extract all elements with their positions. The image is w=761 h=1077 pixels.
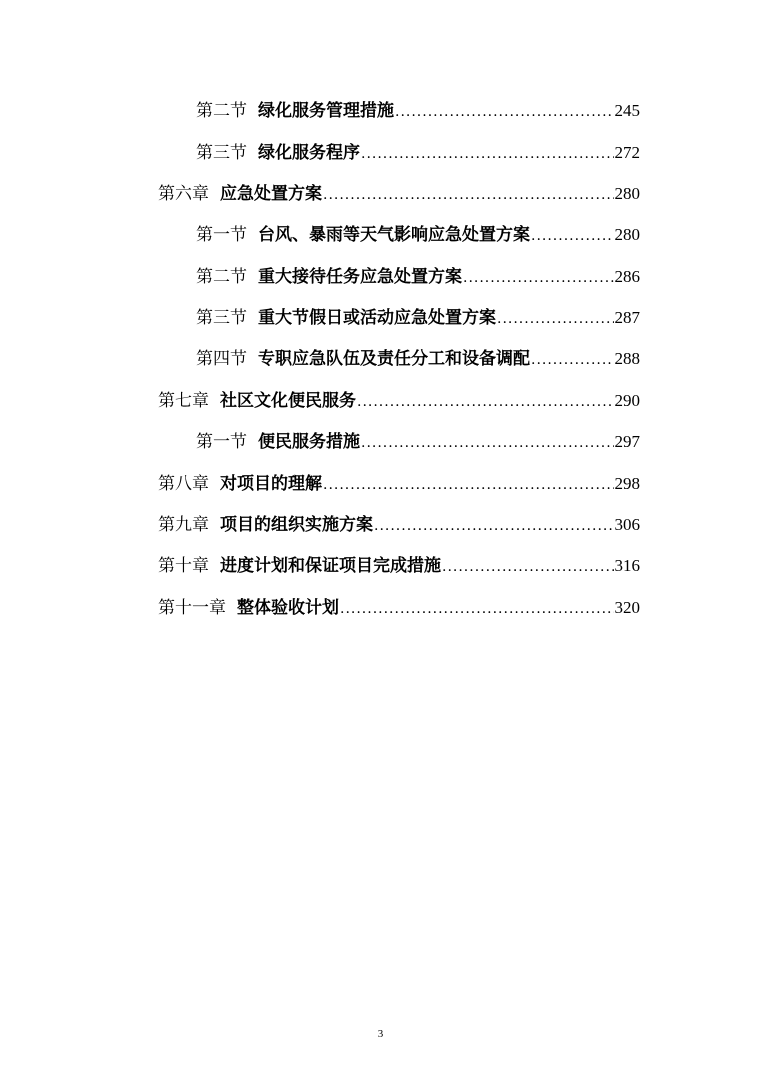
toc-entry[interactable] <box>196 429 640 453</box>
toc-entry-title: 项目的组织实施方案 <box>220 515 373 535</box>
toc-entry-prefix: 第二节 <box>196 101 247 121</box>
toc-entry-prefix: 第九章 <box>158 515 209 535</box>
toc-leader-dots <box>442 557 614 577</box>
toc-entry-title: 进度计划和保证项目完成措施 <box>220 556 441 576</box>
toc-leader-dots <box>463 268 614 288</box>
toc-entry-page: 288 <box>614 349 640 368</box>
toc-entry-page: 280 <box>614 225 640 244</box>
toc-leader-dots <box>395 102 614 122</box>
toc-entry-page: 245 <box>614 101 640 120</box>
toc-entry-page: 272 <box>614 143 640 162</box>
toc-entry-title: 重大节假日或活动应急处置方案 <box>258 308 496 328</box>
toc-entry[interactable] <box>196 140 640 164</box>
toc-leader-dots <box>531 350 614 370</box>
toc-entry-page: 320 <box>614 598 640 617</box>
toc-entry[interactable] <box>158 471 640 495</box>
toc-leader-dots <box>323 185 614 205</box>
toc-entry-title: 台风、暴雨等天气影响应急处置方案 <box>258 225 530 245</box>
toc-entry-page: 290 <box>614 391 640 410</box>
toc-entry-page: 298 <box>614 474 640 493</box>
toc-entry-prefix: 第十一章 <box>158 598 226 618</box>
toc-leader-dots <box>357 392 614 412</box>
toc-leader-dots <box>497 309 614 329</box>
toc-entry-title: 绿化服务管理措施 <box>258 101 394 121</box>
toc-entry-title: 重大接待任务应急处置方案 <box>258 267 462 287</box>
toc-entry-page: 280 <box>614 184 640 203</box>
toc-leader-dots <box>340 599 614 619</box>
toc-entry-title: 便民服务措施 <box>258 432 360 452</box>
page-number-footer: 3 <box>377 1028 384 1040</box>
toc-leader-dots <box>323 475 614 495</box>
toc-entry-page: 287 <box>614 308 640 327</box>
toc-entry-prefix: 第三节 <box>196 308 247 328</box>
toc-entry-prefix: 第一节 <box>196 432 247 452</box>
toc-entry-prefix: 第六章 <box>158 184 209 204</box>
toc-entry-title: 专职应急队伍及责任分工和设备调配 <box>258 349 530 369</box>
toc-entry-prefix: 第十章 <box>158 556 209 576</box>
toc-entry-title: 社区文化便民服务 <box>220 391 356 411</box>
toc-entry-prefix: 第三节 <box>196 143 247 163</box>
toc-leader-dots <box>361 144 614 164</box>
toc-entry[interactable] <box>158 595 640 619</box>
toc-entry-page: 297 <box>614 432 640 451</box>
toc-leader-dots <box>374 516 614 536</box>
toc-leader-dots <box>531 226 614 246</box>
toc-entry-prefix: 第二节 <box>196 267 247 287</box>
toc-entry[interactable] <box>196 346 640 370</box>
toc-entry-prefix: 第四节 <box>196 349 247 369</box>
toc-entry-title: 应急处置方案 <box>220 184 322 204</box>
toc-entry-prefix: 第七章 <box>158 391 209 411</box>
toc-entry[interactable] <box>196 264 640 288</box>
toc-entry-title: 整体验收计划 <box>237 598 339 618</box>
toc-entry-page: 316 <box>614 556 640 575</box>
toc-entry[interactable] <box>196 222 640 246</box>
toc-entry[interactable] <box>158 553 640 577</box>
toc-entry-prefix: 第一节 <box>196 225 247 245</box>
toc-entry-prefix: 第八章 <box>158 474 209 494</box>
toc-entry[interactable] <box>196 98 640 122</box>
toc-entry[interactable] <box>158 181 640 205</box>
toc-leader-dots <box>361 433 614 453</box>
toc-entry[interactable] <box>158 512 640 536</box>
toc-entry-title: 绿化服务程序 <box>258 143 360 163</box>
toc-entry-title: 对项目的理解 <box>220 474 322 494</box>
toc-entry[interactable] <box>158 388 640 412</box>
toc-entry-page: 286 <box>614 267 640 286</box>
toc-entry[interactable] <box>196 305 640 329</box>
toc-entry-page: 306 <box>614 515 640 534</box>
